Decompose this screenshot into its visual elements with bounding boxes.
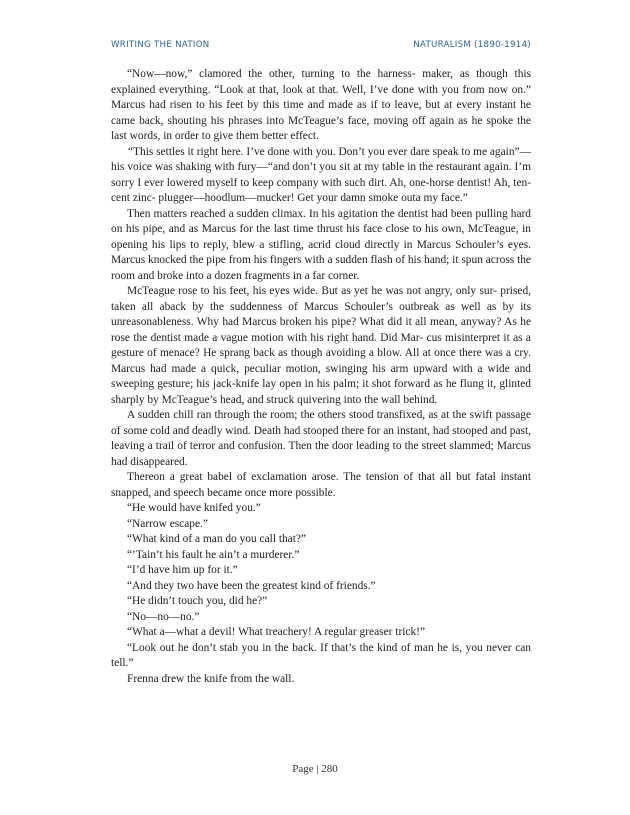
page-body: [111, 67, 531, 687]
dialogue-line: “He didn’t touch you, did he?”: [127, 595, 268, 607]
dialogue-line: “What a—what a devil! What treachery! A regular greaser trick!”: [127, 626, 426, 638]
page-footer: [0, 763, 630, 775]
dialogue-line: “And they two have been the greatest kind of friends.”: [127, 579, 376, 592]
header-book-title: WRITING THE NATION: [111, 40, 210, 50]
paragraph: Then matters reached a sudden climax. In his agitation the dentist had been pulling hard on his pipe, and as Marcus for the last time thrust his face close to his own, McTeague, in opening his lips to reply, blew a stifling, acrid cloud directly in Marcus Schouler’s eyes. Marcus knocked the pipe from his fingers with a sudden flash of his hand; it spun across the room and broke into a dozen fragments in a far corner.: [111, 207, 531, 282]
page-number: Page | 280: [292, 763, 338, 775]
paragraph: A sudden chill ran through the room; the others stood transfixed, as at the swift passage of some cold and deadly wind. Death had stooped there for an instant, had stooped and past, leaving a trail of terror and confusion. Then the door leading to the street slammed; Marcus had disappeared.: [111, 409, 531, 468]
dialogue-line: “No—no—no.”: [127, 610, 200, 623]
dialogue-line: “Narrow escape.”: [127, 517, 208, 530]
paragraph: “Now—now,” clamored the other, turning to the harness- maker, as though this explained everything. “Look at that, look at that. Well, I’ve done with you from now on.” Marcus had risen to his feet by this time and made as if to leave, but at every instant he came back, shouting his phrases into McTeague’s face, moving off again as he spoke the last words, in order to give them better effect.: [111, 68, 531, 142]
paragraph: Thereon a great babel of exclamation arose. The tension of that all but fatal instant snapped, and speech became once more possible.: [111, 471, 531, 499]
dialogue-line: “Look out he don’t stab you in the back. If that’s the kind of man he is, you never can tell.”: [111, 641, 531, 669]
dialogue-line: “He would have knifed you.”: [127, 502, 261, 514]
paragraph: Frenna drew the knife from the wall.: [127, 672, 295, 685]
header-section-title: NATURALISM (1890-1914): [413, 40, 531, 50]
paragraph: “This settles it right here. I’ve done with you. Don’t you ever dare speak to me again”—his voice was shaking with fury—“and don’t you sit at my table in the restaurant again. I’m sorry I ever lowered myself to keep company with such dirt. Ah, one-horse dentist! Ah, ten-cent zinc- plugger—hoodlum—mucker! Get your damn smoke outa my face.”: [111, 145, 531, 204]
dialogue-line: “I’d have him up for it.”: [127, 564, 238, 576]
dialogue-line: “’Tain’t his fault he ain’t a murderer.”: [127, 548, 300, 561]
dialogue-line: “What kind of a man do you call that?”: [127, 533, 307, 545]
running-header: [111, 40, 531, 50]
paragraph: McTeague rose to his feet, his eyes wide. But as yet he was not angry, only sur- prised, taken all aback by the suddenness of Marcus Schouler’s outbreak as well as by its unreasonableness. Why had Marcus broken his pipe? What did it all mean, anyway? As he rose the dentist made a vague motion with his right hand. Did Mar- cus misinterpret it as a gesture of menace? He sprang back as though avoiding a blow. All at once there was a cry. Marcus had made a quick, peculiar motion, swinging his arm upward with a wide and sweeping gesture; his jack-knife lay open in his palm; it shot forward as he flung it, glinted sharply by McTeague’s head, and struck quivering into the wall behind.: [111, 285, 531, 406]
